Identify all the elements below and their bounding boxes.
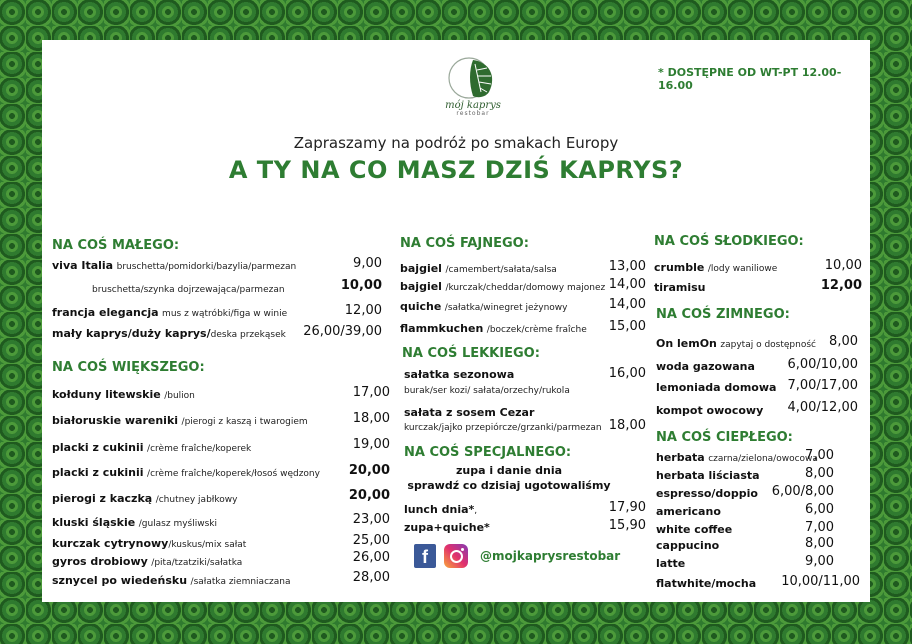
item-price: 6,00/10,00 <box>787 357 858 372</box>
item-name: placki z cukinii <box>52 466 144 479</box>
item-name: sałatka sezonowa <box>404 368 515 381</box>
instagram-icon[interactable] <box>444 544 468 568</box>
item-price: 20,00 <box>348 488 390 503</box>
item-price: 10,00 <box>340 278 382 293</box>
menu-item <box>52 259 296 272</box>
menu-item <box>656 505 721 518</box>
item-desc: /boczek/crème fraîche <box>486 325 587 335</box>
special-line-2: sprawdź co dzisiaj ugotowaliśmy <box>407 479 611 492</box>
menu-item <box>52 466 320 479</box>
item-name: cappucino <box>656 539 720 552</box>
menu-item <box>656 539 719 552</box>
item-price: 7,00/17,00 <box>787 378 858 393</box>
menu-item <box>52 327 286 340</box>
menu-item <box>52 441 251 454</box>
item-name: kompot owocowy <box>656 404 764 417</box>
item-name: viva Italia <box>52 259 114 272</box>
section-title-cold: NA COŚ ZIMNEGO: <box>656 307 790 322</box>
section-title-small: NA COŚ MAŁEGO: <box>52 238 180 253</box>
item-desc: , <box>474 506 478 516</box>
menu-item <box>92 282 285 295</box>
item-price: 4,00/12,00 <box>787 400 858 415</box>
item-desc: mus z wątróbki/figa w winie <box>162 309 288 319</box>
menu-item <box>656 487 758 500</box>
item-name: white coffee <box>656 523 733 536</box>
item-name: herbata liściasta <box>656 469 760 482</box>
item-price: 25,00 <box>352 533 390 548</box>
item-price: 17,90 <box>608 500 646 515</box>
item-desc: /kurczak/cheddar/domowy majonez <box>445 283 606 293</box>
social-links <box>414 543 620 569</box>
item-price: 19,00 <box>352 437 390 452</box>
menu-item <box>52 516 217 529</box>
menu-item <box>52 414 308 427</box>
item-desc: /camembert/sałata/salsa <box>445 265 557 275</box>
item-desc: /pierogi z kaszą i twarogiem <box>181 417 308 427</box>
item-desc: bruschetta/pomidorki/bazylia/parmezan <box>116 262 297 272</box>
item-price: 17,00 <box>352 385 390 400</box>
item-price: 10,00/11,00 <box>781 574 860 589</box>
item-desc: bruschetta/szynka dojrzewająca/parmezan <box>92 285 285 295</box>
item-desc: /crème fraîche/koperek <box>147 444 252 454</box>
item-name: sznycel po wiedeńsku <box>52 574 188 587</box>
menu-item <box>656 469 760 482</box>
item-desc: burak/ser kozi/ sałata/orzechy/rukola <box>404 386 570 396</box>
item-price: 18,00 <box>608 418 646 433</box>
menu-item <box>656 337 816 350</box>
item-price: 26,00/39,00 <box>303 324 382 339</box>
item-name: flammkuchen <box>400 322 484 335</box>
item-desc: /chutney jabłkowy <box>155 495 238 505</box>
item-name: flatwhite/mocha <box>656 577 757 590</box>
menu-item <box>52 492 237 505</box>
item-name: sałata z sosem Cezar <box>404 406 535 419</box>
item-desc: kurczak/jajko przepiórcze/grzanki/parmezan <box>404 423 602 433</box>
availability-notice: * DOSTĘPNE OD WT-PT 12.00-16.00 <box>658 66 842 92</box>
menu-item <box>656 404 763 417</box>
item-desc: /kuskus/mix sałat <box>168 540 247 550</box>
item-desc: /pita/tzatziki/sałatka <box>151 558 243 568</box>
item-name: espresso/doppio <box>656 487 758 500</box>
menu-item <box>404 406 534 419</box>
item-desc: /sałatka ziemniaczana <box>190 577 291 587</box>
item-price: 12,00 <box>344 303 382 318</box>
item-desc: /crème fraîche/koperek/łosoś wędzony <box>147 469 320 479</box>
item-name: On lemOn <box>656 337 717 350</box>
menu-item <box>656 523 732 536</box>
menu-item <box>400 280 605 293</box>
menu-item <box>656 557 685 570</box>
item-name: lunch dnia* <box>404 503 475 516</box>
item-name: quiche <box>400 300 442 313</box>
item-price: 16,00 <box>608 366 646 381</box>
leaf-logo-icon <box>445 54 501 102</box>
item-name: gyros drobiowy <box>52 555 148 568</box>
item-price: 7,00 <box>805 520 834 535</box>
item-name: lemoniada domowa <box>656 381 777 394</box>
item-price: 8,00 <box>805 466 834 481</box>
item-name: americano <box>656 505 721 518</box>
menu-item <box>404 368 514 381</box>
section-title-warm: NA COŚ CIEPŁEGO: <box>656 430 793 445</box>
item-price: 8,00 <box>829 334 858 349</box>
item-price: 23,00 <box>352 512 390 527</box>
item-name: mały kaprys/duży kaprys/ <box>52 327 211 340</box>
section-title-special: NA COŚ SPECJALNEGO: <box>404 445 572 460</box>
item-price: 20,00 <box>348 463 390 478</box>
item-price: 13,00 <box>608 259 646 274</box>
logo-sub: restobar <box>456 110 490 117</box>
menu-item <box>654 261 777 274</box>
menu-item <box>656 360 755 373</box>
item-name: crumble <box>654 261 705 274</box>
section-title-big: NA COŚ WIĘKSZEGO: <box>52 360 205 375</box>
section-title-sweet: NA COŚ SŁODKIEGO: <box>654 234 804 249</box>
item-name: kurczak cytrynowy <box>52 537 169 550</box>
item-name: białoruskie wareniki <box>52 414 179 427</box>
item-name: kołduny litewskie <box>52 388 161 401</box>
item-price: 9,00 <box>805 554 834 569</box>
menu-item <box>404 503 477 516</box>
menu-item <box>400 300 567 313</box>
item-price: 8,00 <box>805 536 834 551</box>
menu-item <box>52 388 195 401</box>
item-desc: /lody waniliowe <box>707 264 778 274</box>
headline: A TY NA CO MASZ DZIŚ KAPRYS? <box>228 156 684 184</box>
item-price: 6,00/8,00 <box>771 484 834 499</box>
item-desc: deska przekąsek <box>210 330 286 340</box>
menu-item <box>654 281 706 294</box>
special-line-1: zupa i danie dnia <box>455 464 563 477</box>
menu-card <box>42 40 870 602</box>
item-name: tiramisu <box>654 281 706 294</box>
item-name: herbata <box>656 451 705 464</box>
section-title-light: NA COŚ LEKKIEGO: <box>402 346 540 361</box>
menu-item <box>656 451 818 464</box>
item-price: 7,00 <box>805 448 834 463</box>
menu-item <box>52 306 287 319</box>
item-name: francja elegancja <box>52 306 159 319</box>
item-name: bajgiel <box>400 280 442 293</box>
item-price: 15,90 <box>608 518 646 533</box>
item-desc: /bulion <box>164 391 195 401</box>
item-name: woda gazowana <box>656 360 755 373</box>
item-desc: /gulasz myśliwski <box>138 519 218 529</box>
item-name: bajgiel <box>400 262 442 275</box>
menu-item <box>656 577 756 590</box>
menu-item <box>52 574 290 587</box>
item-name: latte <box>656 557 686 570</box>
logo-name: mój kaprys <box>445 100 501 111</box>
item-price: 6,00 <box>805 502 834 517</box>
item-desc: /sałatka/winegret jeżynowy <box>444 303 568 313</box>
menu-item <box>400 322 587 335</box>
item-price: 26,00 <box>352 550 390 565</box>
item-price: 15,00 <box>608 319 646 334</box>
section-title-fancy: NA COŚ FAJNEGO: <box>400 236 529 251</box>
item-price: 14,00 <box>608 277 646 292</box>
item-price: 9,00 <box>353 256 382 271</box>
facebook-icon[interactable]: f <box>414 544 436 568</box>
item-name: placki z cukinii <box>52 441 144 454</box>
item-name: zupa+quiche* <box>404 521 490 534</box>
menu-item <box>656 381 776 394</box>
menu-item <box>52 555 242 568</box>
menu-item <box>52 537 246 550</box>
menu-item <box>404 521 490 534</box>
item-name: kluski śląskie <box>52 516 136 529</box>
item-desc: czarna/zielona/owocowa <box>708 454 818 464</box>
menu-item <box>400 262 557 275</box>
item-price: 18,00 <box>352 411 390 426</box>
item-price: 28,00 <box>352 570 390 585</box>
item-price: 12,00 <box>820 278 862 293</box>
item-desc: zapytaj o dostępność <box>720 340 816 350</box>
item-name: pierogi z kaczką <box>52 492 153 505</box>
item-price: 14,00 <box>608 297 646 312</box>
social-handle[interactable]: @mojkaprysrestobar <box>480 549 621 563</box>
restaurant-logo <box>440 54 506 126</box>
intro-text: Zapraszamy na podróż po smakach Europy <box>293 134 619 152</box>
item-price: 10,00 <box>824 258 862 273</box>
